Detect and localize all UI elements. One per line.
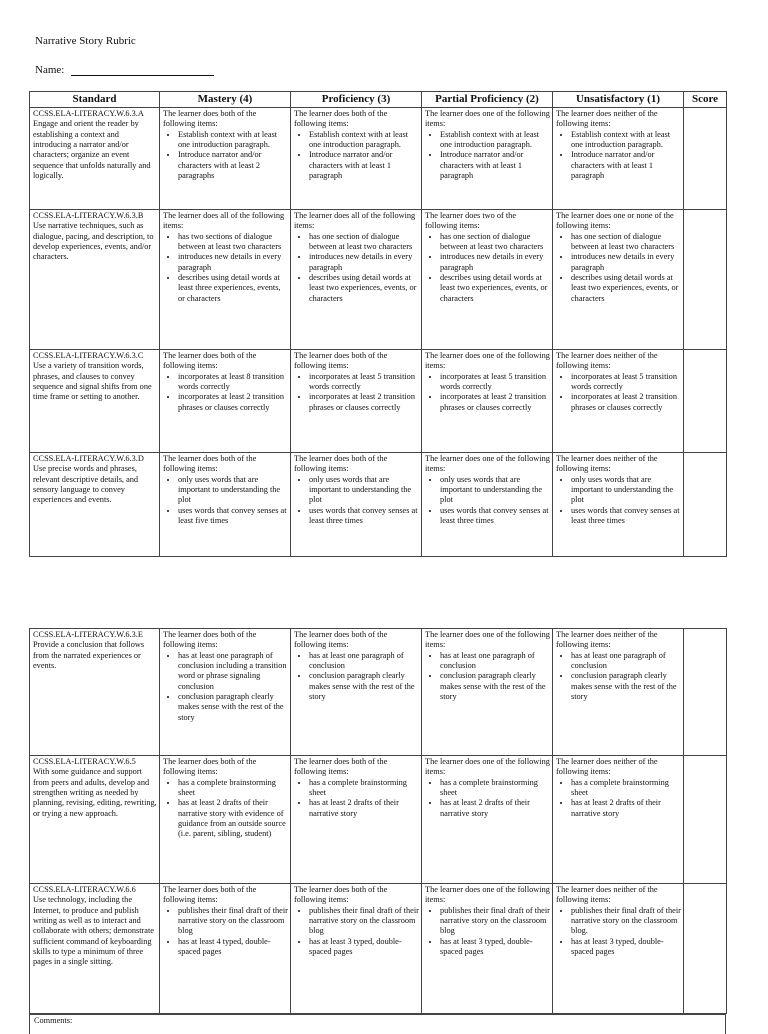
unsatisfactory-cell-content xyxy=(556,454,681,556)
criteria-item: • has at least one paragraph of conclusion xyxy=(440,651,550,672)
criteria-intro: The learner does both of the following items: xyxy=(294,757,388,777)
criteria-item: • has a complete brainstorming sheet xyxy=(571,778,681,799)
criteria-list xyxy=(294,130,419,182)
standard-cell-content xyxy=(33,630,157,755)
criteria-intro: The learner does neither of the following items: xyxy=(556,351,658,371)
table-row xyxy=(30,350,727,453)
criteria-item: • incorporates at least 2 transition phrases or clauses correctly xyxy=(440,392,550,413)
criteria-item: • uses words that convey senses at least three times xyxy=(440,506,550,527)
criteria-intro: The learner does one of the following items: xyxy=(425,757,550,777)
standard-description: Use narrative techniques, such as dialogue, pacing, and description, to develop experiences, events, and/or characters. xyxy=(33,221,154,262)
criteria-item: • conclusion paragraph clearly makes sense with the rest of the story xyxy=(440,671,550,702)
criteria-intro: The learner does both of the following items: xyxy=(163,630,257,650)
partial-proficiency-cell-content xyxy=(425,630,550,755)
criteria-item: • has at least 2 drafts of their narrative story xyxy=(571,798,681,819)
proficiency-cell-content xyxy=(294,454,419,556)
criteria-item: • only uses words that are important to understanding the plot xyxy=(440,475,550,506)
unsatisfactory-cell-content xyxy=(556,757,681,883)
table-row xyxy=(30,629,727,756)
criteria-list xyxy=(425,130,550,182)
criteria-item: • uses words that convey senses at least three times xyxy=(571,506,681,527)
standard-cell xyxy=(30,884,160,1014)
criteria-intro: The learner does one of the following items: xyxy=(425,885,550,905)
criteria-item: • has at least 2 drafts of their narrative story with evidence of guidance from an outside source (i.e. parent, sibling, student) xyxy=(178,798,288,839)
proficiency-cell-content xyxy=(294,885,419,1013)
standard-code: CCSS.ELA-LITERACY.W.6.3.E xyxy=(33,630,143,639)
table-row xyxy=(30,756,727,884)
header-mastery: Mastery (4) xyxy=(160,92,291,108)
unsatisfactory-cell xyxy=(553,756,684,884)
header-standard: Standard xyxy=(30,92,160,108)
standard-cell-content xyxy=(33,351,157,452)
proficiency-cell xyxy=(291,629,422,756)
proficiency-cell xyxy=(291,108,422,210)
standard-cell xyxy=(30,629,160,756)
criteria-intro: The learner does all of the following items: xyxy=(294,211,416,231)
standard-code: CCSS.ELA-LITERACY.W.6.5 xyxy=(33,757,136,766)
criteria-item: • incorporates at least 5 transition words correctly xyxy=(440,372,550,393)
criteria-intro: The learner does both of the following items: xyxy=(163,351,257,371)
standard-description: Use precise words and phrases, relevant descriptive details, and sensory language to convey experiences and events. xyxy=(33,464,139,505)
partial-proficiency-cell-content xyxy=(425,885,550,1013)
criteria-item: • conclusion paragraph clearly makes sense with the rest of the story xyxy=(178,692,288,723)
criteria-list xyxy=(163,232,288,304)
table-row xyxy=(30,108,727,210)
criteria-item: • has one section of dialogue between at least two characters xyxy=(440,232,550,253)
criteria-item: • incorporates at least 2 transition phrases or clauses correctly xyxy=(309,392,419,413)
criteria-intro: The learner does one of the following items: xyxy=(425,109,550,129)
proficiency-cell-content xyxy=(294,351,419,452)
unsatisfactory-cell xyxy=(553,350,684,453)
criteria-item: • Establish context with at least one introduction paragraph. xyxy=(440,130,550,151)
criteria-item: • has one section of dialogue between at least two characters xyxy=(571,232,681,253)
criteria-item: • incorporates at least 5 transition words correctly xyxy=(309,372,419,393)
criteria-item: • describes using detail words at least two experiences, events, or characters xyxy=(309,273,419,304)
criteria-intro: The learner does neither of the following items: xyxy=(556,885,658,905)
criteria-item: • Introduce narrator and/or characters with at least 1 paragraph xyxy=(571,150,681,181)
table-row xyxy=(30,453,727,557)
criteria-intro: The learner does both of the following items: xyxy=(163,109,257,129)
unsatisfactory-cell-content xyxy=(556,109,681,209)
criteria-intro: The learner does two of the following items: xyxy=(425,211,516,231)
proficiency-cell-content xyxy=(294,630,419,755)
criteria-item: • uses words that convey senses at least five times xyxy=(178,506,288,527)
criteria-intro: The learner does both of the following items: xyxy=(294,351,388,371)
unsatisfactory-cell xyxy=(553,629,684,756)
standard-cell xyxy=(30,108,160,210)
comments-box[interactable] xyxy=(29,1014,726,1034)
criteria-item: • only uses words that are important to understanding the plot xyxy=(178,475,288,506)
criteria-item: • introduces new details in every paragraph xyxy=(178,252,288,273)
criteria-item: • has at least one paragraph of conclusion xyxy=(571,651,681,672)
criteria-list xyxy=(163,475,288,527)
proficiency-cell xyxy=(291,453,422,557)
standard-cell-content xyxy=(33,757,157,883)
criteria-item: • publishes their final draft of their narrative story on the classroom blog xyxy=(440,906,550,937)
criteria-item: • has at least 2 drafts of their narrative story xyxy=(309,798,419,819)
criteria-item: • has at least 2 drafts of their narrative story xyxy=(440,798,550,819)
mastery-cell-content xyxy=(163,211,288,349)
unsatisfactory-cell xyxy=(553,210,684,350)
score-cell[interactable] xyxy=(684,884,727,1014)
mastery-cell xyxy=(160,210,291,350)
document-title: Narrative Story Rubric xyxy=(35,35,136,47)
mastery-cell-content xyxy=(163,454,288,556)
criteria-item: • introduces new details in every paragraph xyxy=(309,252,419,273)
criteria-list xyxy=(425,232,550,304)
criteria-list xyxy=(425,475,550,527)
criteria-item: • has a complete brainstorming sheet xyxy=(178,778,288,799)
name-label: Name: xyxy=(35,64,65,76)
criteria-item: • uses words that convey senses at least three times xyxy=(309,506,419,527)
criteria-item: • Establish context with at least one introduction paragraph. xyxy=(571,130,681,151)
criteria-intro: The learner does both of the following items: xyxy=(163,885,257,905)
criteria-list xyxy=(556,651,681,703)
name-row xyxy=(35,64,214,76)
header-score: Score xyxy=(684,92,727,108)
criteria-intro: The learner does both of the following items: xyxy=(294,630,388,650)
unsatisfactory-cell xyxy=(553,108,684,210)
criteria-item: • describes using detail words at least three experiences, events, or characters xyxy=(178,273,288,304)
criteria-item: • has at least 3 typed, double-spaced pages xyxy=(571,937,681,958)
mastery-cell-content xyxy=(163,351,288,452)
standard-cell-content xyxy=(33,109,157,209)
partial-proficiency-cell xyxy=(422,350,553,453)
standard-code: CCSS.ELA-LITERACY.W.6.3.B xyxy=(33,211,144,220)
proficiency-cell xyxy=(291,350,422,453)
standard-cell xyxy=(30,756,160,884)
name-field[interactable] xyxy=(71,65,214,76)
standard-code: CCSS.ELA-LITERACY.W.6.6 xyxy=(33,885,136,894)
proficiency-cell xyxy=(291,210,422,350)
mastery-cell xyxy=(160,756,291,884)
unsatisfactory-cell xyxy=(553,453,684,557)
criteria-item: • Establish context with at least one introduction paragraph. xyxy=(178,130,288,151)
partial-proficiency-cell-content xyxy=(425,109,550,209)
criteria-intro: The learner does both of the following items: xyxy=(163,757,257,777)
criteria-item: • Introduce narrator and/or characters with at least 1 paragraph xyxy=(440,150,550,181)
criteria-item: • incorporates at least 2 transition phrases or clauses correctly xyxy=(571,392,681,413)
criteria-item: • incorporates at least 5 transition words correctly xyxy=(571,372,681,393)
criteria-item: • incorporates at least 8 transition words correctly xyxy=(178,372,288,393)
criteria-item: • only uses words that are important to understanding the plot xyxy=(571,475,681,506)
standard-code: CCSS.ELA-LITERACY.W.6.3.A xyxy=(33,109,144,118)
criteria-list xyxy=(556,906,681,958)
standard-cell xyxy=(30,210,160,350)
proficiency-cell-content xyxy=(294,211,419,349)
criteria-item: • Establish context with at least one introduction paragraph. xyxy=(309,130,419,151)
criteria-item: • has at least one paragraph of conclusion xyxy=(309,651,419,672)
criteria-item: • publishes their final draft of their narrative story on the classroom blog xyxy=(178,906,288,937)
score-cell[interactable] xyxy=(684,756,727,884)
standard-code: CCSS.ELA-LITERACY.W.6.3.D xyxy=(33,454,144,463)
standard-description: Engage and orient the reader by establishing a context and introducing a narrator and/or characters; organize an event sequence that unfolds naturally and logically. xyxy=(33,119,151,181)
criteria-intro: The learner does neither of the following items: xyxy=(556,109,658,129)
partial-proficiency-cell xyxy=(422,453,553,557)
criteria-intro: The learner does neither of the following items: xyxy=(556,630,658,650)
criteria-list xyxy=(163,130,288,182)
partial-proficiency-cell-content xyxy=(425,351,550,452)
partial-proficiency-cell xyxy=(422,629,553,756)
standard-description: Use a variety of transition words, phrases, and clauses to convey sequence and signal shifts from one time frame or setting to another. xyxy=(33,361,152,402)
criteria-item: • has two sections of dialogue between at least two characters xyxy=(178,232,288,253)
criteria-item: • incorporates at least 2 transition phrases or clauses correctly xyxy=(178,392,288,413)
criteria-list xyxy=(163,778,288,840)
criteria-item: • describes using detail words at least two experiences, events, or characters xyxy=(440,273,550,304)
mastery-cell-content xyxy=(163,757,288,883)
score-cell[interactable] xyxy=(684,108,727,210)
unsatisfactory-cell-content xyxy=(556,630,681,755)
criteria-item: • only uses words that are important to understanding the plot xyxy=(309,475,419,506)
criteria-item: • conclusion paragraph clearly makes sense with the rest of the story xyxy=(571,671,681,702)
criteria-list xyxy=(425,372,550,413)
criteria-list xyxy=(163,906,288,958)
criteria-item: • introduces new details in every paragraph xyxy=(571,252,681,273)
score-cell[interactable] xyxy=(684,453,727,557)
mastery-cell-content xyxy=(163,109,288,209)
criteria-item: • has a complete brainstorming sheet xyxy=(309,778,419,799)
criteria-intro: The learner does neither of the following items: xyxy=(556,757,658,777)
table-row xyxy=(30,884,727,1014)
criteria-item: • publishes their final draft of their narrative story on the classroom blog xyxy=(309,906,419,937)
criteria-list xyxy=(294,475,419,527)
criteria-item: • conclusion paragraph clearly makes sense with the rest of the story xyxy=(309,671,419,702)
header-proficiency: Proficiency (3) xyxy=(291,92,422,108)
standard-cell-content xyxy=(33,885,157,1013)
unsatisfactory-cell-content xyxy=(556,211,681,349)
header-unsatisfactory: Unsatisfactory (1) xyxy=(553,92,684,108)
proficiency-cell xyxy=(291,756,422,884)
standard-cell xyxy=(30,350,160,453)
comments-label: Comments: xyxy=(34,1016,73,1025)
criteria-item: • has at least one paragraph of conclusion including a transition word or phrase signaling conclusion xyxy=(178,651,288,692)
table-row xyxy=(30,210,727,350)
criteria-list xyxy=(294,651,419,703)
standard-cell-content xyxy=(33,211,157,349)
proficiency-cell-content xyxy=(294,109,419,209)
criteria-list xyxy=(425,906,550,958)
criteria-item: • introduces new details in every paragraph xyxy=(440,252,550,273)
criteria-item: • Introduce narrator and/or characters with at least 2 paragraphs xyxy=(178,150,288,181)
criteria-list xyxy=(294,232,419,304)
mastery-cell xyxy=(160,884,291,1014)
header-partial-proficiency: Partial Proficiency (2) xyxy=(422,92,553,108)
criteria-intro: The learner does both of the following items: xyxy=(294,109,388,129)
criteria-list xyxy=(294,372,419,413)
rubric-table-page-1 xyxy=(29,91,727,557)
criteria-list xyxy=(556,475,681,527)
criteria-item: • publishes their final draft of their narrative story on the classroom blog. xyxy=(571,906,681,937)
criteria-list xyxy=(556,372,681,413)
criteria-list xyxy=(294,906,419,958)
mastery-cell xyxy=(160,453,291,557)
criteria-item: • describes using detail words at least two experiences, events, or characters xyxy=(571,273,681,304)
criteria-list xyxy=(163,651,288,723)
unsatisfactory-cell-content xyxy=(556,351,681,452)
criteria-item: • has a complete brainstorming sheet xyxy=(440,778,550,799)
criteria-intro: The learner does both of the following items: xyxy=(294,454,388,474)
criteria-list xyxy=(556,232,681,304)
criteria-intro: The learner does neither of the following items: xyxy=(556,454,658,474)
criteria-list xyxy=(425,651,550,703)
mastery-cell xyxy=(160,629,291,756)
standard-description: Use technology, including the Internet, to produce and publish writing as well as to interact and collaborate with others; demonstrate sufficient command of keyboarding skills to type a minimum of three pages in a single sitting. xyxy=(33,895,154,967)
standard-description: With some guidance and support from peers and adults, develop and strengthen writing as needed by planning, revising, editing, rewriting, or trying a new approach. xyxy=(33,767,157,818)
criteria-intro: The learner does one of the following items: xyxy=(425,454,550,474)
partial-proficiency-cell-content xyxy=(425,757,550,883)
criteria-item: • has one section of dialogue between at least two characters xyxy=(309,232,419,253)
criteria-item: • Introduce narrator and/or characters with at least 1 paragraph xyxy=(309,150,419,181)
standard-cell-content xyxy=(33,454,157,556)
proficiency-cell-content xyxy=(294,757,419,883)
unsatisfactory-cell-content xyxy=(556,885,681,1013)
mastery-cell xyxy=(160,350,291,453)
standard-description: Provide a conclusion that follows from the narrated experiences or events. xyxy=(33,640,145,671)
partial-proficiency-cell xyxy=(422,884,553,1014)
score-cell[interactable] xyxy=(684,210,727,350)
proficiency-cell xyxy=(291,884,422,1014)
partial-proficiency-cell xyxy=(422,756,553,884)
criteria-list xyxy=(425,778,550,819)
criteria-item: • has at least 3 typed, double-spaced pages xyxy=(309,937,419,958)
standard-cell xyxy=(30,453,160,557)
criteria-item: • has at least 3 typed, double-spaced pages xyxy=(440,937,550,958)
score-cell[interactable] xyxy=(684,350,727,453)
partial-proficiency-cell xyxy=(422,108,553,210)
partial-proficiency-cell-content xyxy=(425,211,550,349)
partial-proficiency-cell xyxy=(422,210,553,350)
criteria-list xyxy=(556,778,681,819)
criteria-intro: The learner does all of the following items: xyxy=(163,211,285,231)
mastery-cell-content xyxy=(163,630,288,755)
unsatisfactory-cell xyxy=(553,884,684,1014)
criteria-list xyxy=(294,778,419,819)
criteria-intro: The learner does one or none of the following items: xyxy=(556,211,674,231)
mastery-cell xyxy=(160,108,291,210)
criteria-intro: The learner does both of the following items: xyxy=(163,454,257,474)
criteria-intro: The learner does one of the following items: xyxy=(425,630,550,650)
mastery-cell-content xyxy=(163,885,288,1013)
score-cell[interactable] xyxy=(684,629,727,756)
criteria-item: • has at least 4 typed, double-spaced pages xyxy=(178,937,288,958)
rubric-table-page-2 xyxy=(29,628,727,1014)
criteria-intro: The learner does both of the following items: xyxy=(294,885,388,905)
criteria-intro: The learner does one of the following items: xyxy=(425,351,550,371)
criteria-list xyxy=(163,372,288,413)
standard-code: CCSS.ELA-LITERACY.W.6.3.C xyxy=(33,351,144,360)
partial-proficiency-cell-content xyxy=(425,454,550,556)
criteria-list xyxy=(556,130,681,182)
